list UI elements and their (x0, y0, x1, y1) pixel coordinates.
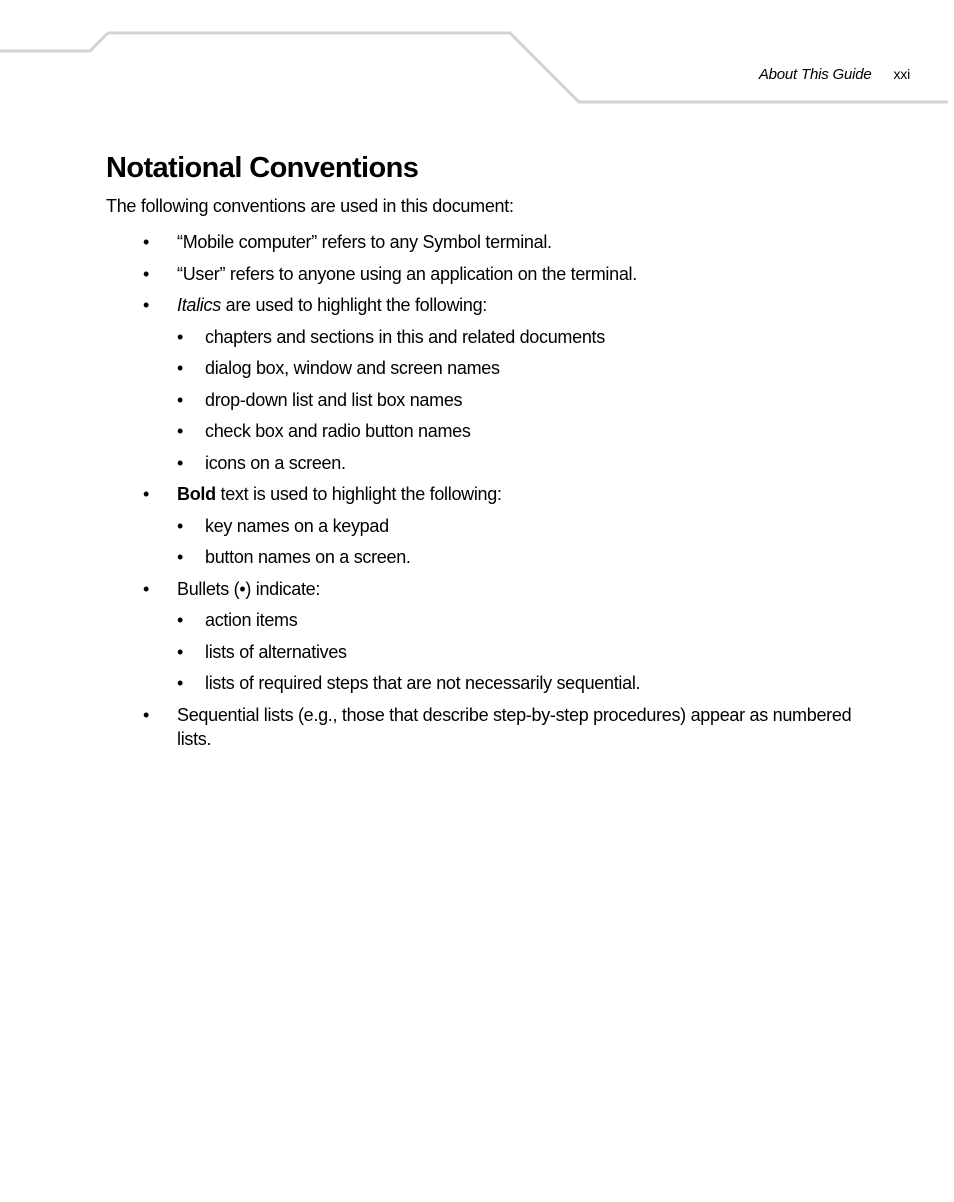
sublist-item-text: lists of required steps that are not necessarily sequential. (205, 673, 641, 693)
sublist-item (177, 325, 876, 350)
intro-paragraph: The following conventions are used in this document: (106, 196, 514, 216)
sublist-item-text: drop-down list and list box names (205, 389, 463, 410)
running-head-section: About This Guide (758, 66, 872, 83)
list-item-text: text is used to highlight the following: (215, 484, 502, 504)
sublist-item-text: check box and radio button names (205, 421, 471, 441)
italics-sublist (177, 325, 876, 476)
page-title: Notational Conventions (106, 152, 419, 184)
conventions-list (106, 230, 876, 752)
bullet-icon: • (143, 578, 150, 599)
bullet-icon: • (143, 232, 150, 252)
sublist-item (177, 640, 876, 665)
list-item (106, 703, 876, 752)
sublist-item-text: lists of alternatives (205, 641, 347, 662)
bullet-icon: • (177, 547, 184, 567)
bold-term: Bold (177, 484, 216, 504)
bullet-symbol: • (239, 578, 246, 599)
page-number: xxi (893, 66, 910, 82)
page-content (106, 148, 876, 759)
list-item-text: Sequential lists (e.g., those that describe step-by-step procedures) appear as numbered lists. (177, 704, 852, 749)
sublist-item (177, 356, 876, 381)
bold-sublist (177, 514, 876, 570)
list-item-text: “User” refers to anyone using an application on the terminal. (177, 263, 637, 284)
sublist-item-text: chapters and sections in this and related documents (205, 326, 605, 347)
sublist-item-text: dialog box, window and screen names (205, 358, 500, 378)
bullet-icon: • (143, 263, 150, 284)
bullet-icon: • (177, 358, 184, 378)
list-item-text: Bullets ( (177, 578, 240, 599)
bullet-icon: • (177, 421, 184, 441)
sublist-item (177, 545, 876, 570)
bullet-icon: • (143, 484, 150, 504)
sublist-item (177, 608, 876, 633)
bullet-icon: • (177, 673, 184, 693)
list-item (106, 262, 876, 287)
bullet-icon: • (177, 326, 184, 347)
list-item (106, 293, 876, 475)
list-item-text: “Mobile computer” refers to any Symbol terminal. (177, 232, 552, 252)
bullet-icon: • (177, 515, 184, 536)
list-item (106, 230, 876, 255)
bullet-icon: • (177, 610, 184, 630)
sublist-item-text: icons on a screen. (205, 452, 346, 473)
bullet-icon: • (177, 452, 184, 473)
sublist-item-text: key names on a keypad (205, 515, 389, 536)
list-item (106, 482, 876, 570)
sublist-item (177, 451, 876, 476)
bullet-icon: • (177, 641, 184, 662)
list-item-text: are used to highlight the following: (220, 295, 488, 315)
sublist-item (177, 419, 876, 444)
list-item (106, 577, 876, 696)
bullet-icon: • (143, 704, 150, 725)
list-item-text: ) indicate: (245, 578, 321, 599)
bullets-sublist (177, 608, 876, 696)
sublist-item (177, 514, 876, 539)
sublist-item-text: action items (205, 610, 298, 630)
header-rule (0, 0, 954, 110)
sublist-item (177, 388, 876, 413)
italics-term: Italics (177, 295, 221, 315)
bullet-icon: • (177, 389, 184, 410)
bullet-icon: • (143, 295, 150, 315)
sublist-item-text: button names on a screen. (205, 547, 411, 567)
sublist-item (177, 671, 876, 696)
running-head (759, 66, 910, 83)
